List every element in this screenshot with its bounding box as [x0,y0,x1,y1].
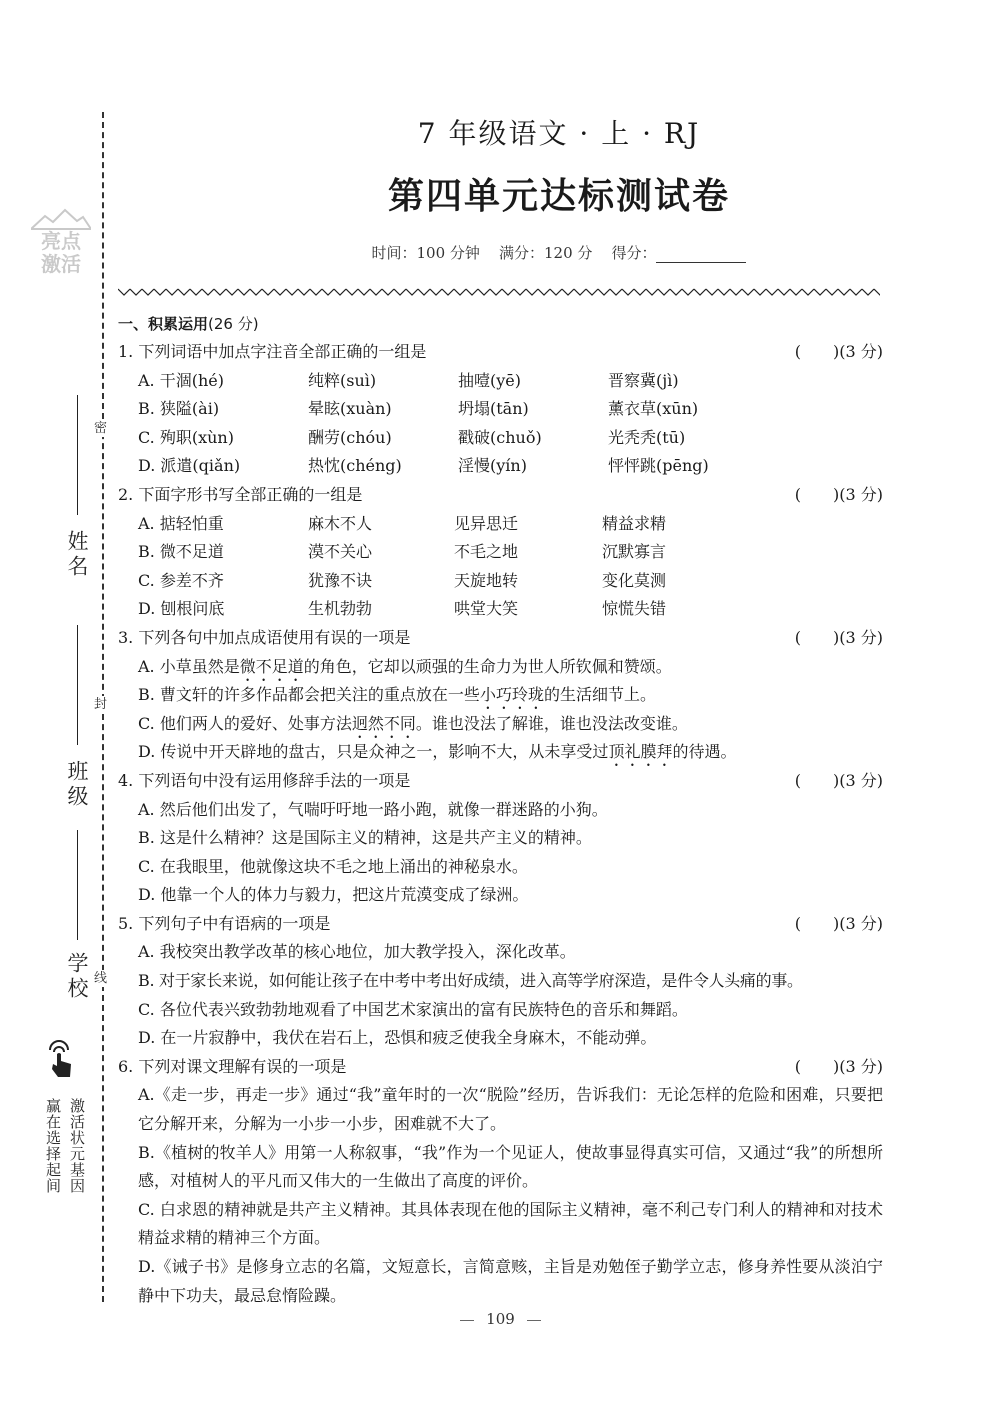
answer-score-box[interactable]: ( )(3 分) [794,1056,883,1076]
question-stem: 4. 下列语句中没有运用修辞手法的一项是 [118,770,411,790]
answer-score-box[interactable]: ( )(3 分) [794,770,883,790]
exam-meta [118,242,1000,263]
score-label: 得分： [611,244,657,262]
hand-tap-icon [46,1040,74,1080]
option-b[interactable] [118,681,883,710]
question-stem: 6. 下列对课文理解有误的一项是 [118,1056,347,1076]
class-label: 班级 [65,760,89,810]
option-cell: 见异思迁 [454,513,519,533]
question-stem: 3. 下列各句中加点成语使用有误的一项是 [118,627,411,647]
option-row-b[interactable] [118,538,883,567]
class-line [77,625,78,745]
question-2 [118,481,883,510]
section-heading [118,310,883,338]
option-cell: A. 干涸(hé) [138,370,224,390]
answer-score-box[interactable]: ( )(3 分) [794,913,883,933]
option-cell: 怦怦跳(pēng) [608,456,709,476]
option-cell: 犹豫不诀 [308,570,373,590]
name-label: 姓名 [65,530,89,580]
question-6 [118,1053,883,1082]
binding-sidebar [0,0,118,1414]
option-row-d[interactable] [118,595,883,624]
option-row-c[interactable] [118,567,883,596]
section-points: (26 分) [208,315,259,333]
slogan-line-1: 激活状元基因 [68,1098,86,1194]
option-text: D. 传说中开天辟地的盘古，只是众神之一，影响不大，从未享受过 [138,742,609,762]
page-number [118,1310,883,1328]
option-cell: 哄堂大笑 [454,599,519,619]
full-score-label: 满分：120 分 [498,244,593,262]
option-cell: 沉默寡言 [602,542,667,562]
answer-score-box[interactable]: ( )(3 分) [794,627,883,647]
logo-line-2: 激活 [41,252,81,276]
option-cell: 生机勃勃 [308,599,373,619]
dotted-idiom: 迥然不同 [351,713,416,733]
option-cell: 天旋地转 [454,570,519,590]
option-cell: C. 殉职(xùn) [138,427,234,447]
dotted-idiom: 微不足道 [239,656,304,676]
option-b[interactable]: B. 这是什么精神？这是国际主义的精神，这是共产主义的精神。 [138,828,592,848]
page-number-dash [527,1320,541,1321]
question-5 [118,910,883,939]
option-cell: C. 参差不齐 [138,570,224,590]
option-b[interactable]: B.《植树的牧羊人》用第一人称叙事，“我”作为一个见证人，使故事显得真实可信，又通过“我”的所想所感，对植树人的平凡而又伟大的一生做出了高度的评价。 [138,1142,883,1191]
page-number-dash [460,1320,474,1321]
mountain-icon [31,208,91,230]
option-c[interactable]: C. 在我眼里，他就像这块不毛之地上涌出的神秘泉水。 [138,856,528,876]
option-row-b[interactable] [118,395,883,424]
option-cell: 精益求精 [602,513,667,533]
option-cell: 纯粹(suì) [308,370,377,390]
page-title: 第四单元达标测试卷 [387,175,730,217]
option-d[interactable]: D.《诫子书》是修身立志的名篇，文短意长，言简意赅，主旨是劝勉侄子勤学立志，修身养性要从淡泊宁静中下功夫，最忌怠惰险躁。 [138,1257,883,1305]
option-a[interactable]: A.《走一步，再走一步》通过“我”童年时的一次“脱险”经历，告诉我们：无论怎样的危险和困难，只要把它分解开来，分解为一小步一小步，困难就不大了。 [138,1085,883,1134]
option-row-d[interactable] [118,452,883,481]
option-text: B. 曹文轩的许多作品都会把关注的重点放在一些 [138,685,480,705]
cut-mark-mi: 密 [94,421,108,436]
option-cell: 漠不关心 [308,542,373,562]
option-c[interactable]: C. 白求恩的精神就是共产主义精神。其具体表现在他的国际主义精神，毫不利己专门利人的精神和对技术精益求精的精神三个方面。 [138,1199,883,1248]
option-text: A. 小草虽然是 [138,656,240,676]
school-line [77,830,78,940]
option-cell: B. 微不足道 [138,542,224,562]
cut-mark-xian: 线 [94,971,108,986]
school-label: 学校 [65,952,89,1002]
question-1 [118,338,883,367]
section-title: 一、积累运用 [118,315,209,333]
option-cell: 麻木不人 [308,513,373,533]
logo-line-1: 亮点 [41,229,81,253]
option-a[interactable] [118,653,883,682]
question-4 [118,767,883,796]
option-text: 的角色，它却以顽强的生命力为世人所钦佩和赞颂。 [303,656,672,676]
score-blank[interactable] [656,262,746,263]
brand-logo [30,208,92,276]
option-d[interactable] [118,738,883,767]
option-c[interactable] [118,710,883,739]
option-cell: 薰衣草(xūn) [608,399,699,419]
question-stem: 1. 下列词语中加点字注音全部正确的一组是 [118,342,427,361]
option-row-a[interactable] [118,367,883,396]
option-cell: 抽噎(yē) [458,370,521,390]
question-3 [118,624,883,653]
option-text: 。谁也没法了解谁，谁也没法改变谁。 [415,713,688,733]
option-row-c[interactable] [118,424,883,453]
option-c[interactable]: C. 各位代表兴致勃勃地观看了中国艺术家演出的富有民族特色的音乐和舞蹈。 [138,999,688,1019]
option-cell: 晋察冀(jì) [608,370,679,390]
question-content [118,310,883,1310]
name-line [77,395,78,515]
answer-score-box[interactable]: ( )(3 分) [794,342,883,361]
option-cell: 戳破(chuǒ) [458,427,542,447]
option-cell: D. 刨根问底 [138,599,225,619]
option-cell: 坍塌(tān) [458,399,529,419]
option-a[interactable]: A. 我校突出教学改革的核心地位，加大教学投入，深化改革。 [138,942,576,962]
dotted-idiom: 顶礼膜拜 [608,742,673,762]
subject-heading: 7 年级语文 · 上 · RJ [417,117,701,150]
option-d[interactable]: D. 在一片寂静中，我伏在岩石上，恐惧和疲乏使我全身麻木，不能动弹。 [138,1028,657,1048]
answer-score-box[interactable]: ( )(3 分) [794,484,883,504]
question-stem: 5. 下列句子中有语病的一项是 [118,913,331,933]
option-cell: B. 狭隘(ài) [138,399,220,419]
option-row-a[interactable] [118,510,883,539]
option-text: C. 他们两人的爱好、处事方法 [138,713,352,733]
option-cell: 酬劳(chóu) [308,427,392,447]
option-cell: 热忱(chéng) [308,456,402,476]
decorative-border [118,288,880,296]
option-cell: 淫慢(yín) [458,456,527,476]
option-cell: 光秃秃(tū) [608,427,686,447]
option-text: 的待遇。 [672,742,737,762]
option-d[interactable]: D. 他靠一个人的体力与毅力，把这片荒漠变成了绿洲。 [138,885,529,905]
option-text: 的生活细节上。 [543,685,656,705]
option-cell: A. 掂轻怕重 [138,513,224,533]
slogan-line-2: 赢在选择起间 [44,1098,62,1194]
option-cell: 晕眩(xuàn) [308,399,392,419]
option-cell: 不毛之地 [454,542,519,562]
option-cell: 惊慌失错 [602,599,667,619]
question-stem: 2. 下面字形书写全部正确的一组是 [118,484,363,504]
option-cell: D. 派遣(qiǎn) [138,456,241,476]
page-number-text: 109 [486,1310,515,1328]
dotted-idiom: 小巧玲珑 [479,685,544,705]
time-label: 时间：100 分钟 [371,244,480,262]
option-cell: 变化莫测 [602,570,667,590]
option-b[interactable]: B. 对于家长来说，如何能让孩子在中考中考出好成绩，进入高等学府深造，是件令人头痛的事。 [138,971,803,991]
cut-mark-feng: 封 [94,697,108,712]
option-a[interactable]: A. 然后他们出发了，气喘吁吁地一路小跑，就像一群迷路的小狗。 [138,799,608,819]
